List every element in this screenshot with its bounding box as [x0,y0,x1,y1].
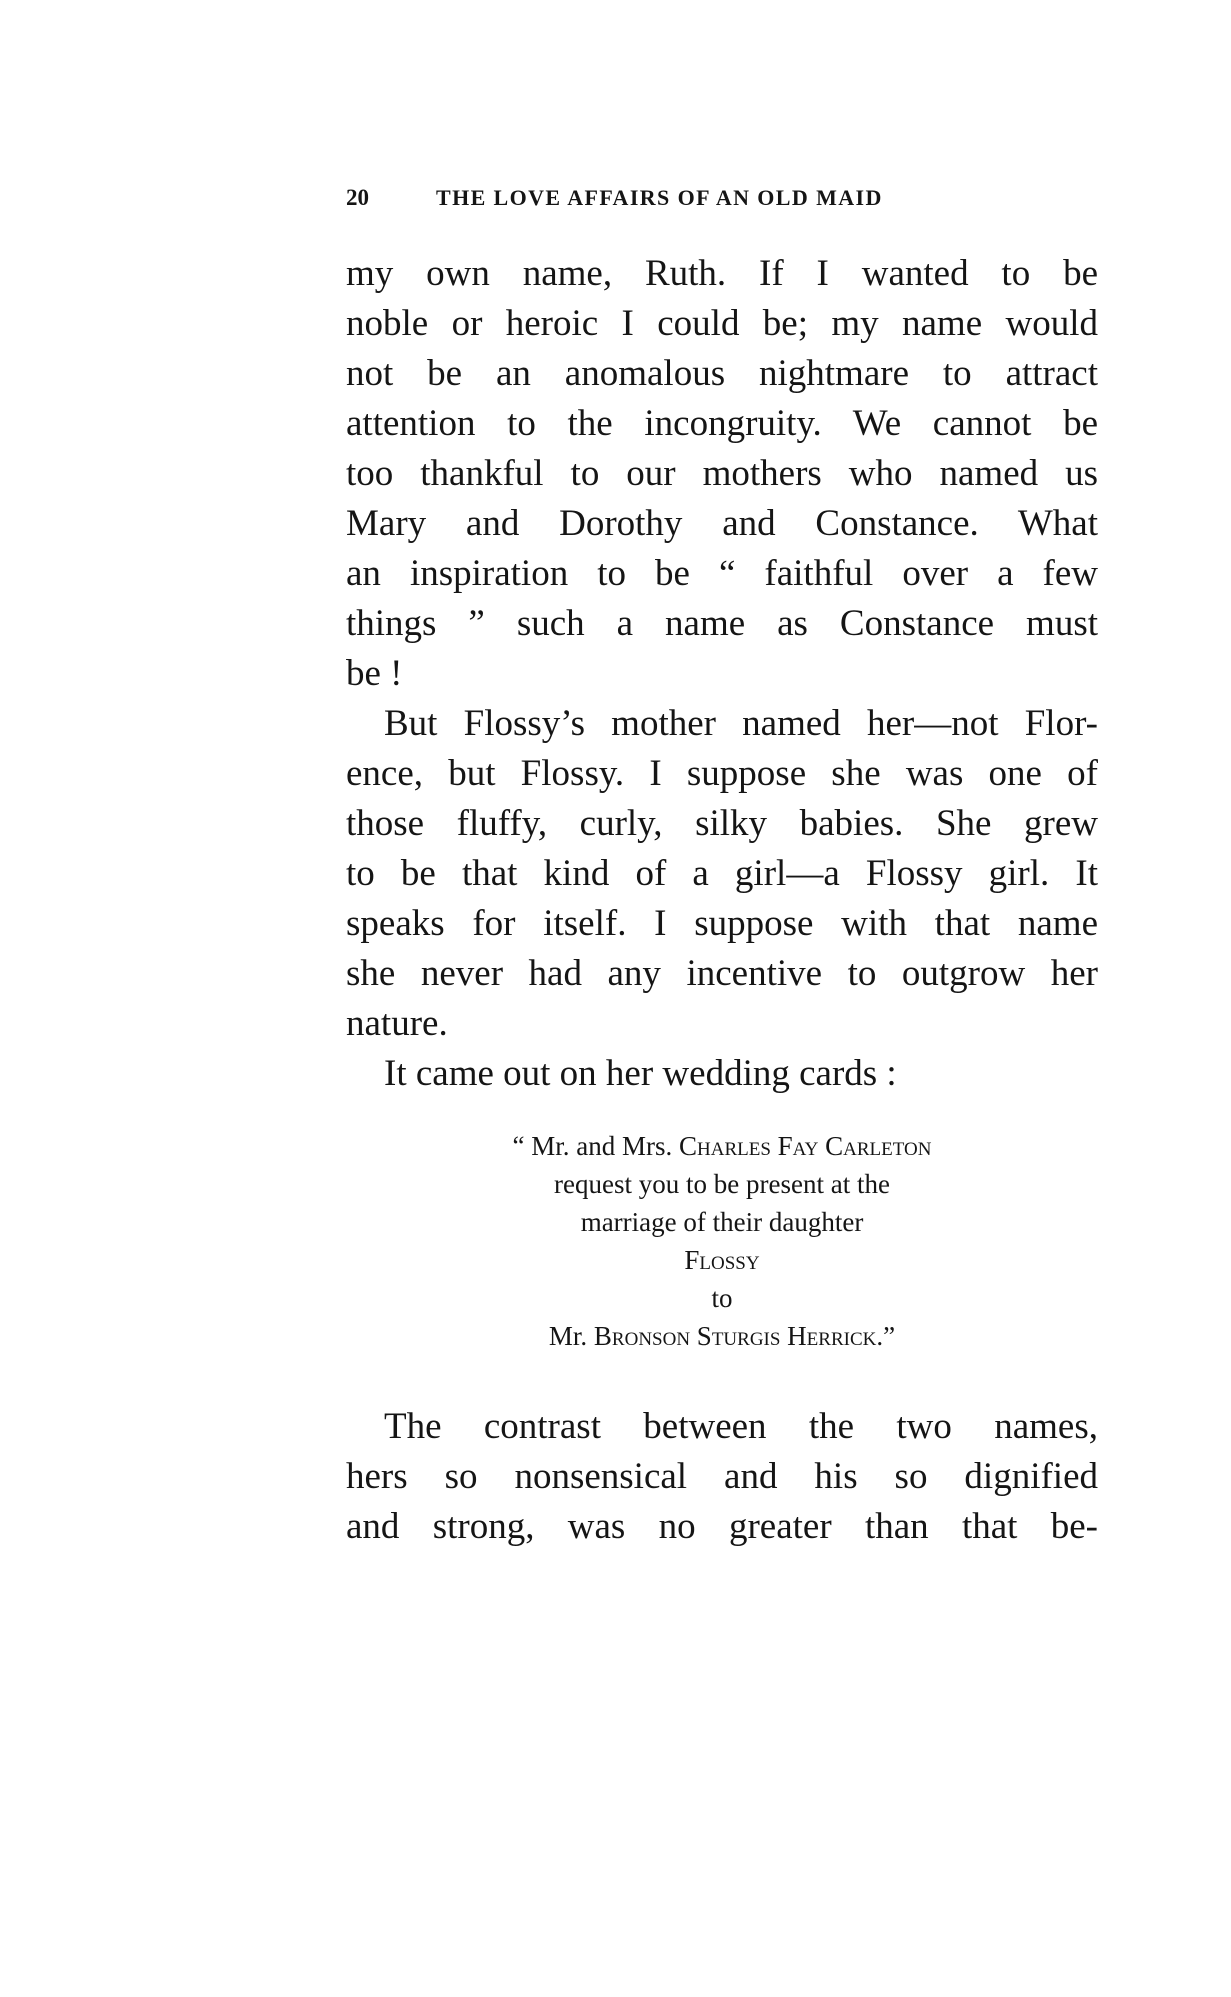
text-line: things ” such a name as Constance must [346,603,1098,644]
card-line: “ Mr. and Mrs. Charles Fay Carleton [512,1131,932,1161]
card-name: Charles Fay Carleton [679,1131,932,1161]
wedding-card-quote [346,1127,1098,1355]
text-line: too thankful to our mothers who named us [346,453,1098,494]
text-line: ence, but Flossy. I suppose she was one of [346,753,1098,794]
card-line: to [711,1283,733,1313]
text-line: an inspiration to be “ faithful over a few [346,553,1098,594]
running-head [346,185,1098,215]
text-line: noble or heroic I could be; my name would [346,303,1098,344]
text-line: and strong, was no greater than that be- [346,1506,1098,1547]
body-text-top [346,249,1098,1099]
text-line: hers so nonsensical and his so dignified [346,1456,1098,1497]
text-line: speaks for itself. I suppose with that name [346,903,1098,944]
body-text-bottom [346,1402,1098,1552]
card-line: Mr. Bronson Sturgis Herrick.” [548,1321,896,1351]
text-line: to be that kind of a girl—a Flossy girl. It [346,853,1098,894]
card-line: request you to be present at the [554,1169,890,1199]
card-line: marriage of their daughter [580,1207,864,1237]
card-name: Bronson Sturgis Herrick. [593,1321,884,1351]
text-line: those fluffy, curly, silky babies. She grew [346,803,1098,844]
text-line: she never had any incentive to outgrow her [346,953,1098,994]
text-line: my own name, Ruth. If I wanted to be [346,253,1098,294]
text-line: Mary and Dorothy and Constance. What [346,503,1098,544]
text-line: It came out on her wedding cards : [384,1053,897,1094]
card-line: Flossy [684,1245,760,1275]
running-title: THE LOVE AFFAIRS OF AN OLD MAID [436,185,883,210]
text-line: be ! [346,653,403,694]
page-number: 20 [346,185,369,210]
text-line: nature. [346,1003,448,1044]
text-line: The contrast between the two names, [384,1406,1098,1447]
text-line: not be an anomalous nightmare to attract [346,353,1098,394]
text-line: But Flossy’s mother named her—not Flor- [384,703,1098,744]
text-line: attention to the incongruity. We cannot be [346,403,1098,444]
